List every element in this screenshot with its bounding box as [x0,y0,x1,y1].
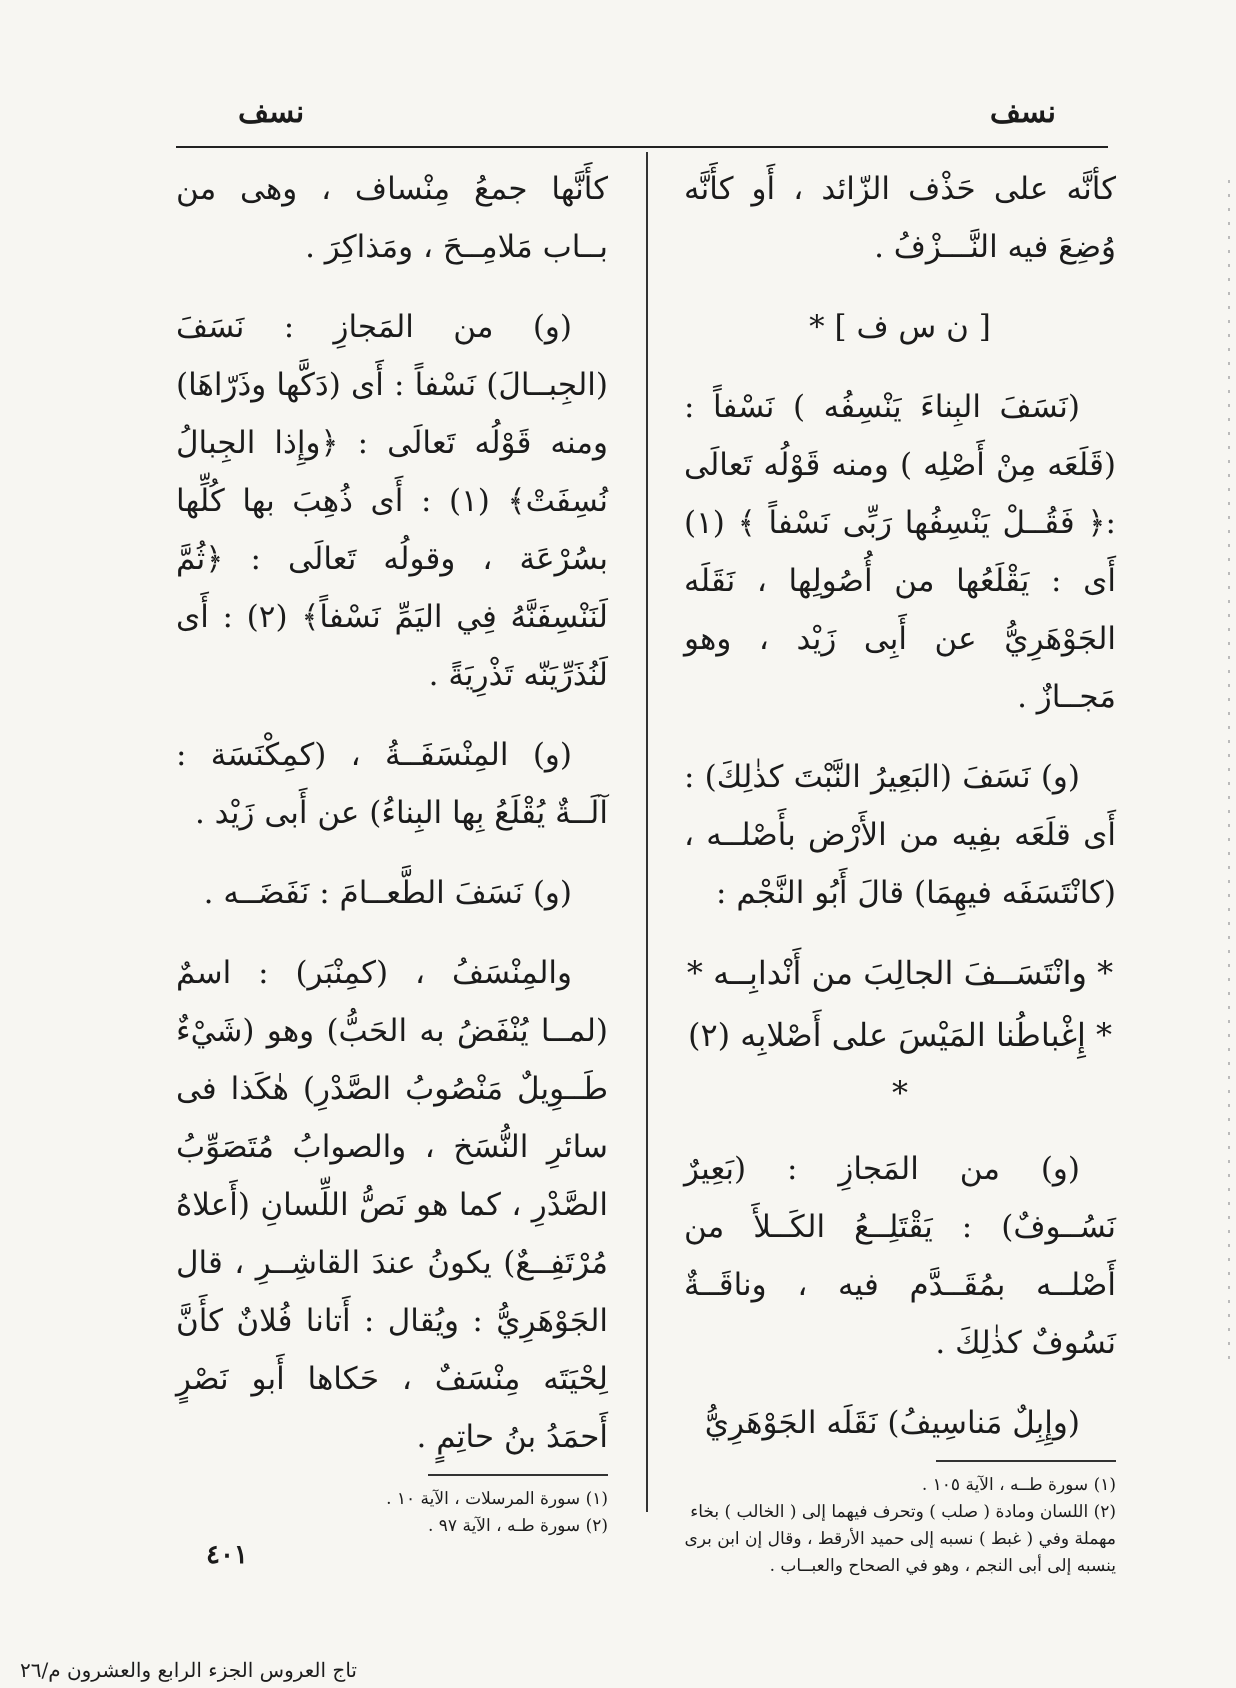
verse-line-2: * إِغْباطُنا المَيْسَ على أَصْلابِه (٢) * [687,1016,1113,1112]
left-paragraph-4: والمِنْسَفُ ، (كمِنْبَر) : اسمٌ (لمــا يُنْفَضُ به الحَبُّ) وهو (شَيْءٌ طَــوِيلٌ مَنْصُوبُ الصَّدْرِ) هٰكَذا فى سائرِ النُّسَخ ، والصوابُ مُتَصَوِّبُ الصَّدْرِ ، كما هو نَصُّ اللِّسانِ (أَعلاهُ مُرْتَفِــعٌ) يكونُ عندَ القاشِــرِ ، قال الجَوْهَرِيُّ : ويُقال : أَتانا فُلانٌ كأَنَّ لِحْيَتَه مِنْسَفٌ ، حَكاها أَبو نَصْرٍ أَحمَدُ بنُ حاتِمٍ . [176,955,608,1455]
right-paragraph-2: (و) نَسَفَ (البَعِيرُ النَّبْتَ كذٰلِكَ) : أَى قلَعَه بفِيه من الأَرْض بأَصْلــه ، (كانْتَسَفَه فيهِمَا) قالَ أَبُو النَّجْم : [684,759,1116,911]
left-paragraph-2: (و) المِنْسَفَــةُ ، (كمِكْنَسَة : آلَــةٌ يُقْلَعُ بِها البِناءُ) عن أَبى زَيْد . [176,737,608,831]
page-number: ٤٠١ [206,1540,248,1570]
header-rule [176,146,1108,148]
book-footer: تاج العروس الجزء الرابع والعشرون م/٢٦ [20,1658,358,1682]
left-paragraph-0: كأَنَّها جمعُ مِنْساف ، وهى من بــاب مَلامِــحَ ، ومَذاكِرَ . [176,171,608,265]
left-paragraph-3: (و) نَسَفَ الطَّعــامَ : نَفَضَــه . [203,875,572,911]
right-paragraph-3: (و) من المَجازِ : (بَعِيرٌ نَسُــوفٌ) : يَقْتَلِــعُ الكَــلأَ من أَصْلــه بمُقَــدَّم فيه ، وناقَــةٌ نَسُوفٌ كذٰلِكَ . [684,1151,1116,1361]
right-footnote-2: (٢) اللسان ومادة ( صلب ) وتحرف فيهما إلى ( الخالب ) بخاء مهملة وفي ( غبط ) نسبه إلى حميد الأرقط ، وقال إن ابن برى ينسبه إلى أبى النجم ، وهو في الصحاح والعبــاب . [684,1502,1116,1576]
left-footnote-1: (١) سورة المرسلات ، الآية ١٠ . [386,1489,608,1509]
left-paragraph-1: (و) من المَجازِ : نَسَفَ (الجِبــالَ) نَسْفاً : أَى (دَكَّها وذَرّاهَا) ومنه قَوْلُه تَعالَى : ﴿وإِذا الجِبالُ نُسِفَتْ﴾ (١) : أَى ذُهِبَ بها كُلِّها بسُرْعَة ، وقولُه تَعالَى : ﴿ثُمَّ لَنَنْسِفَنَّهُ فِي اليَمِّ نَسْفاً﴾ (٢) : أَى لَنُذَرِّيَنّه تَذْرِيَةً . [176,309,608,693]
right-paragraph-0: كأنَّه على حَذْف الزّائد ، أَو كأَنَّه وُضِعَ فيه النَّـــزْفُ . [684,171,1116,265]
margin-dots [1228,180,1230,1360]
header-right: نسف [989,95,1056,130]
right-paragraph-1: (نَسَفَ البِناءَ يَنْسِفُه ) نَسْفاً : (قَلَعَه مِنْ أَصْلِه ) ومنه قَوْلُه تَعالَى :﴿ فَقُــلْ يَنْسِفُها رَبِّى نَسْفاً ﴾ (١) أَى : يَقْلَعُها من أُصُولِها ، نَقَلَه الجَوْهَرِيُّ عن أَبِى زَيْد ، وهو مَجــازٌ . [684,389,1116,715]
right-footnote-1: (١) سورة طــه ، الآية ١٠٥ . [921,1475,1116,1495]
column-divider [646,152,648,1512]
footnote-rule-left [428,1474,608,1476]
header-left: نسف [238,95,305,130]
entry-heading: [ ن س ف ] * [809,309,991,345]
left-footnote-2: (٢) سورة طـه ، الآية ٩٧ . [427,1516,608,1536]
footnote-rule-right [936,1460,1116,1462]
right-paragraph-4: (وإِبِلٌ مَناسِيفُ) نَقَلَه الجَوْهَرِيُّ [704,1405,1080,1441]
verse-line-1: * وانْتَسَــفَ الجالِبَ من أَنْدابِــه * [686,954,1114,992]
left-column [176,160,608,1540]
right-column [684,160,1116,1580]
